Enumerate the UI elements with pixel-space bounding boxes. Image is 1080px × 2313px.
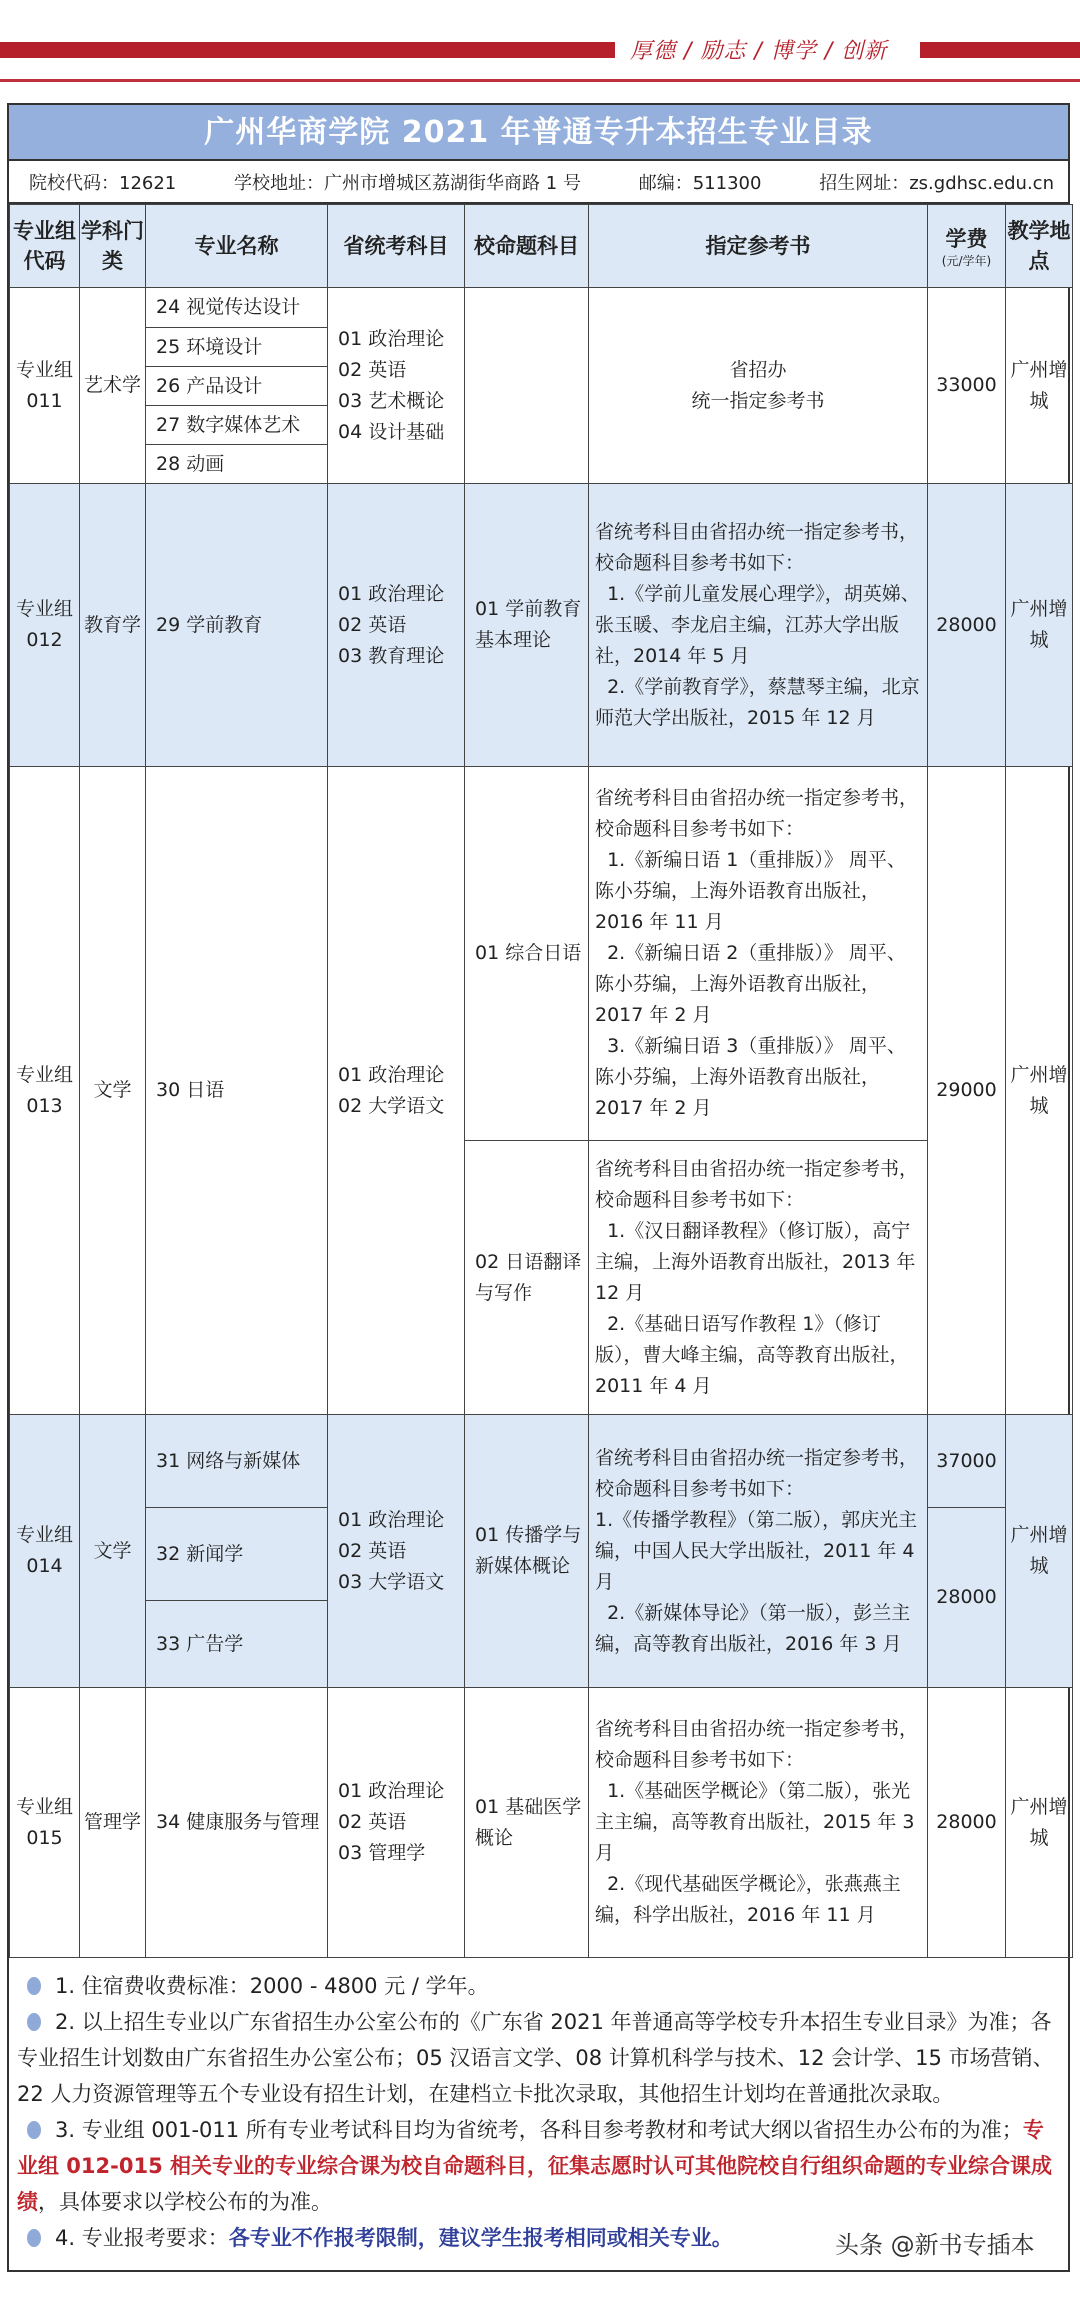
location: 广州增城 xyxy=(1006,767,1073,1415)
major: 33 广告学 xyxy=(146,1601,328,1688)
major: 29 学前教育 xyxy=(146,484,328,767)
location: 广州增城 xyxy=(1006,484,1073,767)
major: 24 视觉传达设计 xyxy=(146,288,328,328)
note-text: 4. 专业报考要求： xyxy=(55,2226,229,2250)
group-code: 专业组012 xyxy=(10,484,80,767)
header-location: 教学地点 xyxy=(1006,205,1073,288)
major: 25 环境设计 xyxy=(146,328,328,367)
catalog-table-frame xyxy=(7,103,1070,2272)
school-exam: 01 学前教育基本理论 xyxy=(465,484,589,767)
reference-books: 省统考科目由省招办统一指定参考书，校命题科目参考书如下： 1.《汉日翻译教程》（修订版），高宁主编，上海外语教育出版社，2013 年 12 月 2.《基础日语写作教程 1》（修订版），曹大峰主编，高等教育出版社，2011 年 4 月 xyxy=(589,1141,928,1415)
table-row xyxy=(10,1688,1073,1958)
major: 28 动画 xyxy=(146,445,328,484)
school-info xyxy=(9,161,1068,204)
school-address: 学校地址：广州市增城区荔湖街华商路 1 号 xyxy=(234,172,581,194)
page-title: 广州华商学院 2021 年普通专升本招生专业目录 xyxy=(9,105,1068,161)
fee: 29000 xyxy=(928,767,1006,1415)
note-highlight: 专业组 012-015 相关专业的专业综合课为校自命题科目，征集志愿时认可其他院校自行组织命题的专业综合课成绩 xyxy=(17,2118,1053,2214)
fee-unit: (元/学年) xyxy=(941,254,992,268)
school-exam: 01 传播学与新媒体概论 xyxy=(465,1415,589,1688)
motto: 厚德 / 励志 / 博学 / 创新 xyxy=(630,39,888,64)
header-banner xyxy=(0,0,1080,95)
watermark: 头条 @新书专插本 xyxy=(835,2231,1035,2259)
reference-books: 省统考科目由省招办统一指定参考书，校命题科目参考书如下： 1.《传播学教程》（第二版），郭庆光主编，中国人民大学出版社，2011 年 4 月 2.《新媒体导论》（第一版），彭兰主编，高等教育出版社，2016 年 3 月 xyxy=(589,1415,928,1688)
header-category: 学科门类 xyxy=(80,205,146,288)
fee: 37000 xyxy=(928,1415,1006,1508)
fee-label: 学费 xyxy=(945,227,988,251)
exam-subjects: 01 政治理论 02 英语 03 管理学 xyxy=(328,1688,465,1958)
fee: 28000 xyxy=(928,1508,1006,1688)
notes-section xyxy=(9,1958,1068,2270)
exam-subjects: 01 政治理论 02 英语 03 教育理论 xyxy=(328,484,465,767)
reference-books: 省招办 统一指定参考书 xyxy=(589,288,928,484)
school-code: 院校代码：12621 xyxy=(29,172,177,194)
header-row xyxy=(10,205,1073,288)
bullet-icon xyxy=(27,2229,41,2247)
exam-subjects: 01 政治理论 02 英语 03 艺术概论 04 设计基础 xyxy=(328,288,465,484)
catalog-table xyxy=(9,204,1073,1958)
major: 30 日语 xyxy=(146,767,328,1415)
header-major: 专业名称 xyxy=(146,205,328,288)
banner-band xyxy=(0,42,615,58)
banner-band xyxy=(920,42,1080,58)
major: 27 数字媒体艺术 xyxy=(146,406,328,445)
note-3 xyxy=(17,2112,1060,2220)
exam-subjects: 01 政治理论 02 大学语文 xyxy=(328,767,465,1415)
header-school-exam: 校命题科目 xyxy=(465,205,589,288)
school-exam: 01 基础医学概论 xyxy=(465,1688,589,1958)
major: 34 健康服务与管理 xyxy=(146,1688,328,1958)
major: 32 新闻学 xyxy=(146,1508,328,1601)
header-books: 指定参考书 xyxy=(589,205,928,288)
table-row xyxy=(10,484,1073,767)
bullet-icon xyxy=(27,1977,41,1995)
category: 艺术学 xyxy=(80,288,146,484)
note-1 xyxy=(17,1968,1060,2004)
header-fee xyxy=(928,205,1006,288)
note-text: 2. 以上招生专业以广东省招生办公室公布的《广东省 2021 年普通高等学校专升本招生专业目录》为准；各专业招生计划数由广东省招生办公室公布；05 汉语言文学、08 计算机科学与技术、12 会计学、15 市场营销、22 人力资源管理等五个专业设有招生计划，在建档立卡批次录取，其他招生计划均在普通批次录取。 xyxy=(17,2010,1054,2106)
exam-subjects: 01 政治理论 02 英语 03 大学语文 xyxy=(328,1415,465,1688)
table-row xyxy=(10,767,1073,1141)
location: 广州增城 xyxy=(1006,1688,1073,1958)
table-row xyxy=(10,1415,1073,1508)
note-highlight: 各专业不作报考限制，建议学生报考相同或相关专业。 xyxy=(228,2226,733,2250)
website: 招生网址：zs.gdhsc.edu.cn xyxy=(819,172,1054,194)
banner-line xyxy=(0,79,1080,82)
reference-books: 省统考科目由省招办统一指定参考书，校命题科目参考书如下： 1.《学前儿童发展心理学》，胡英娣、张玉暖、李龙启主编，江苏大学出版社，2014 年 5 月 2.《学前教育学》，蔡慧琴主编，北京师范大学出版社，2015 年 12 月 xyxy=(589,484,928,767)
category: 教育学 xyxy=(80,484,146,767)
note-text: 3. 专业组 001-011 所有专业考试科目均为省统考，各科目参考教材和考试大纲以省招生办公布的为准； xyxy=(55,2118,1023,2142)
header-group: 专业组代码 xyxy=(10,205,80,288)
school-exam: 01 综合日语 xyxy=(465,767,589,1141)
fee: 33000 xyxy=(928,288,1006,484)
fee: 28000 xyxy=(928,484,1006,767)
note-text: 1. 住宿费收费标准：2000 - 4800 元 / 学年。 xyxy=(55,1974,489,1998)
group-code: 专业组014 xyxy=(10,1415,80,1688)
school-exam xyxy=(465,288,589,484)
group-code: 专业组013 xyxy=(10,767,80,1415)
category: 文学 xyxy=(80,1415,146,1688)
fee: 28000 xyxy=(928,1688,1006,1958)
school-exam: 02 日语翻译与写作 xyxy=(465,1141,589,1415)
bullet-icon xyxy=(27,2013,41,2031)
note-2 xyxy=(17,2004,1060,2112)
category: 管理学 xyxy=(80,1688,146,1958)
group-code: 专业组015 xyxy=(10,1688,80,1958)
category: 文学 xyxy=(80,767,146,1415)
table-row xyxy=(10,288,1073,328)
group-code: 专业组011 xyxy=(10,288,80,484)
note-text: ，具体要求以学校公布的为准。 xyxy=(38,2190,332,2214)
reference-books: 省统考科目由省招办统一指定参考书，校命题科目参考书如下： 1.《基础医学概论》（第二版），张光主主编，高等教育出版社，2015 年 3 月 2.《现代基础医学概论》，张燕燕主编，科学出版社，2016 年 11 月 xyxy=(589,1688,928,1958)
location: 广州增城 xyxy=(1006,288,1073,484)
bullet-icon xyxy=(27,2121,41,2139)
header-exam: 省统考科目 xyxy=(328,205,465,288)
major: 26 产品设计 xyxy=(146,367,328,406)
major: 31 网络与新媒体 xyxy=(146,1415,328,1508)
postcode: 邮编：511300 xyxy=(638,172,762,194)
reference-books: 省统考科目由省招办统一指定参考书，校命题科目参考书如下： 1.《新编日语 1（重排版）》 周平、陈小芬编，上海外语教育出版社，2016 年 11 月 2.《新编日语 2（重排版）》 周平、陈小芬编，上海外语教育出版社，2017 年 2 月 3.《新编日语 3（重排版）》 周平、陈小芬编，上海外语教育出版社，2017 年 2 月 xyxy=(589,767,928,1141)
location: 广州增城 xyxy=(1006,1415,1073,1688)
